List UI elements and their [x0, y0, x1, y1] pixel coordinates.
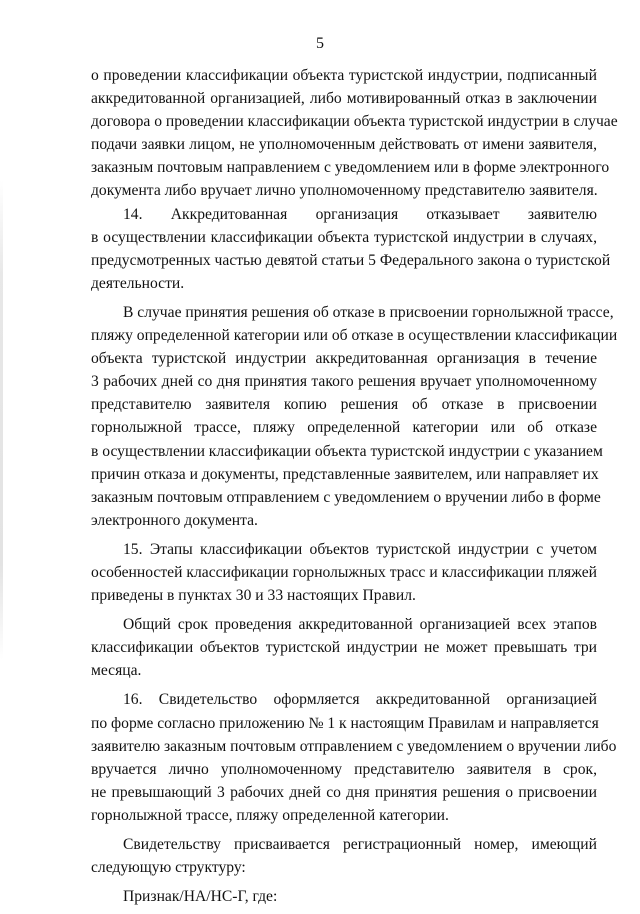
text-line: Признак/НА/НС-Г, где:	[123, 888, 278, 906]
text-line: объекта туристской индустрии аккредитованная организация в течение	[91, 350, 597, 368]
text-line: о проведении классификации объекта туристской индустрии, подписанный	[91, 67, 597, 84]
document-body	[91, 64, 618, 914]
text-line: в осуществлении классификации объекта туристской индустрии в случаях,	[91, 228, 597, 246]
text-line: 3 рабочих дней со дня принятия такого решения вручает уполномоченному	[91, 373, 597, 391]
text-line: по форме согласно приложению № 1 к настоящим Правилам и направляется	[91, 714, 599, 732]
text-line: представителю заявителя копию решения об отказе в присвоении	[91, 396, 597, 414]
text-line: Свидетельству присваивается регистрационный номер, имеющий	[123, 836, 597, 853]
text-line: приведены в пунктах 30 и 33 настоящих Правил.	[91, 587, 416, 605]
text-line: подачи заявки лицом, не уполномоченным действовать от имени заявителя,	[91, 136, 597, 154]
text-line: 16. Свидетельство оформляется аккредитованной организацией	[123, 691, 597, 709]
page-number: 5	[316, 35, 324, 52]
text-line: Общий срок проведения аккредитованной организацией всех этапов	[123, 616, 597, 634]
text-line: горнолыжной трассе, пляжу определенной категории или об отказе	[91, 419, 597, 437]
text-line: вручается лично уполномоченному представителю заявителя в срок,	[91, 760, 597, 778]
paragraph-continuation	[91, 64, 618, 203]
text-line: причин отказа и документы, представленные заявителем, или направляет их	[91, 465, 599, 483]
text-line: 14. Аккредитованная организация отказывает заявителю	[123, 205, 597, 223]
paragraph-item-16	[91, 688, 617, 827]
paragraph-item-14	[91, 203, 611, 295]
paragraph-item-15	[91, 538, 597, 607]
text-line: предусмотренных частью девятой статьи 5 Федерального закона о туристской	[91, 251, 611, 269]
text-line: электронного документа.	[91, 511, 258, 529]
text-line: следующую структуру:	[91, 859, 246, 877]
text-line: классификации объектов туристской индустрии не может превышать три	[91, 639, 597, 657]
text-line: договора о проведении классификации объекта туристской индустрии в случае	[91, 113, 618, 131]
text-line: заказным почтовым направлением с уведомлением или в форме электронного	[91, 159, 610, 177]
text-line: особенностей классификации горнолыжных трасс и классификации пляжей	[91, 563, 597, 581]
paragraph-total-duration	[91, 613, 597, 682]
text-line: в осуществлении классификации объекта туристской индустрии с указанием	[91, 442, 603, 460]
text-line: документа либо вручает лично уполномоченному представителю заявителя.	[91, 182, 598, 200]
text-line: деятельности.	[91, 274, 185, 292]
paragraph-registration-number	[91, 833, 597, 879]
text-line: заказным почтовым отправлением с уведомлением о вручении либо в форме	[91, 488, 601, 506]
text-line: заявителю заказным почтовым отправлением с уведомлением о вручении либо	[91, 737, 617, 755]
text-line: не превышающий 3 рабочих дней со дня принятия решения о присвоении	[91, 783, 597, 801]
text-line: пляжу определенной категории или об отказе в осуществлении классификации	[91, 327, 618, 345]
text-line: горнолыжной трассе, пляжу определенной категории.	[91, 806, 449, 824]
text-line: месяца.	[91, 662, 142, 680]
text-line: аккредитованной организацией, либо мотивированный отказ в заключении	[91, 90, 597, 108]
paragraph-refusal-notice	[91, 301, 618, 532]
text-line: В случае принятия решения об отказе в присвоении горнолыжной трассе,	[123, 303, 614, 321]
scan-edge-shadow	[0, 180, 3, 660]
text-line: 15. Этапы классификации объектов туристской индустрии с учетом	[123, 540, 597, 558]
